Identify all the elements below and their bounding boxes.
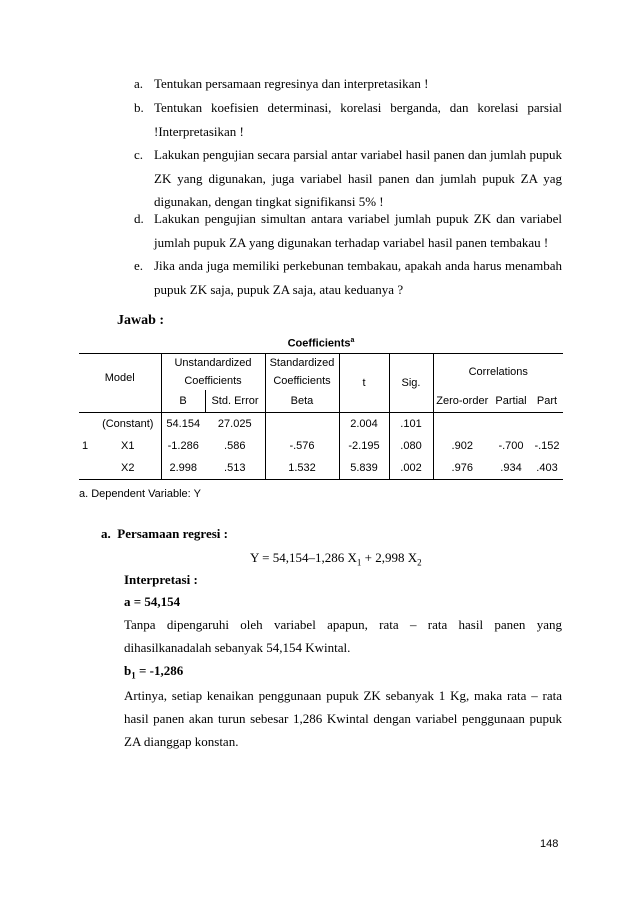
page-number: 148	[540, 838, 559, 850]
header-model: Model	[79, 354, 161, 391]
question-label: d.	[134, 211, 144, 226]
header-part: Part	[536, 395, 558, 407]
intercept-label: a = 54,154	[124, 594, 181, 609]
question-e	[134, 254, 562, 301]
intercept-text-line1: Tanpa dipengaruhi oleh variabel apapun, rata – rata hasil panen yang	[124, 617, 562, 632]
question-label: b.	[134, 100, 144, 115]
table-footnote: a. Dependent Variable: Y	[79, 488, 201, 500]
b1-label: $b_1 = -1,286$	[124, 663, 184, 681]
question-text: Tentukan koefisien determinasi, korelasi berganda, dan korelasi parsial !Interpretasikan !	[154, 100, 562, 139]
table-row: X1 -1.286 .586 -.576 -2.195 .080 .902 -.700 -.152	[79, 435, 563, 457]
question-c	[134, 143, 562, 214]
header-std-error: Std. Error	[205, 390, 265, 413]
table-row: X2 2.998 .513 1.532 5.839 .002 .976 .934 .403	[79, 457, 563, 480]
header-sig: Sig.	[389, 354, 433, 413]
coefficients-table	[79, 353, 563, 480]
regression-equation: Y = 54,154–1,286 $X_1 + 2,998$ $X_2$	[250, 550, 422, 568]
model-number: 1	[82, 440, 89, 452]
jawab-label: Jawab :	[117, 313, 165, 328]
question-text: Tentukan persamaan regresinya dan interpretasikan !	[154, 76, 429, 91]
question-b	[134, 96, 562, 143]
table-title: Coefficients$^a$	[287, 337, 355, 350]
header-partial: Partial	[495, 395, 527, 407]
b1-text: Artinya, setiap kenaikan penggunaan pupuk ZK sebanyak 1 Kg, maka rata – rata hasil panen akan turun sebesar 1,286 Kwintal dengan variabel penggunaan pupuk ZA dianggap konstan.	[124, 688, 562, 749]
header-zero-order: Zero-order	[436, 395, 489, 407]
question-text: Lakukan pengujian secara parsial antar variabel hasil panen dan jumlah pupuk ZK yang digunakan, juga variabel hasil panen dan jumlah pupuk ZA yag digunakan, dengan tingkat signifikansi 5% !	[154, 147, 562, 209]
intercept-text-line2: dihasilkanadalah sebanyak 54,154 Kwintal.	[124, 640, 351, 655]
question-text: Jika anda juga memiliki perkebunan tembakau, apakah anda harus menambah pupuk ZK saja, pupuk ZA saja, atau keduanya ?	[154, 258, 562, 297]
question-label: a.	[134, 76, 144, 91]
header-unstandardized: Unstandardized Coefficients	[161, 354, 265, 391]
header-correlations: Correlations	[468, 366, 528, 378]
header-beta: Beta	[265, 390, 339, 413]
header-b: B	[161, 390, 205, 413]
question-text: Lakukan pengujian simultan antara variabel jumlah pupuk ZK dan variabel jumlah pupuk ZA yang digunakan terhadap variabel hasil panen tembakau !	[154, 211, 562, 250]
table-row: 1 (Constant) 54.154 27.025 2.004 .101	[79, 413, 563, 436]
header-t: t	[339, 354, 389, 413]
question-d	[134, 207, 562, 254]
question-label: c.	[134, 147, 144, 162]
interpretation-heading: Interpretasi :	[124, 572, 198, 587]
question-a	[134, 72, 562, 96]
question-label: e.	[134, 258, 144, 273]
answer-heading: a. Persamaan regresi :	[101, 526, 228, 541]
header-standardized: Standardized Coefficients	[265, 354, 339, 391]
